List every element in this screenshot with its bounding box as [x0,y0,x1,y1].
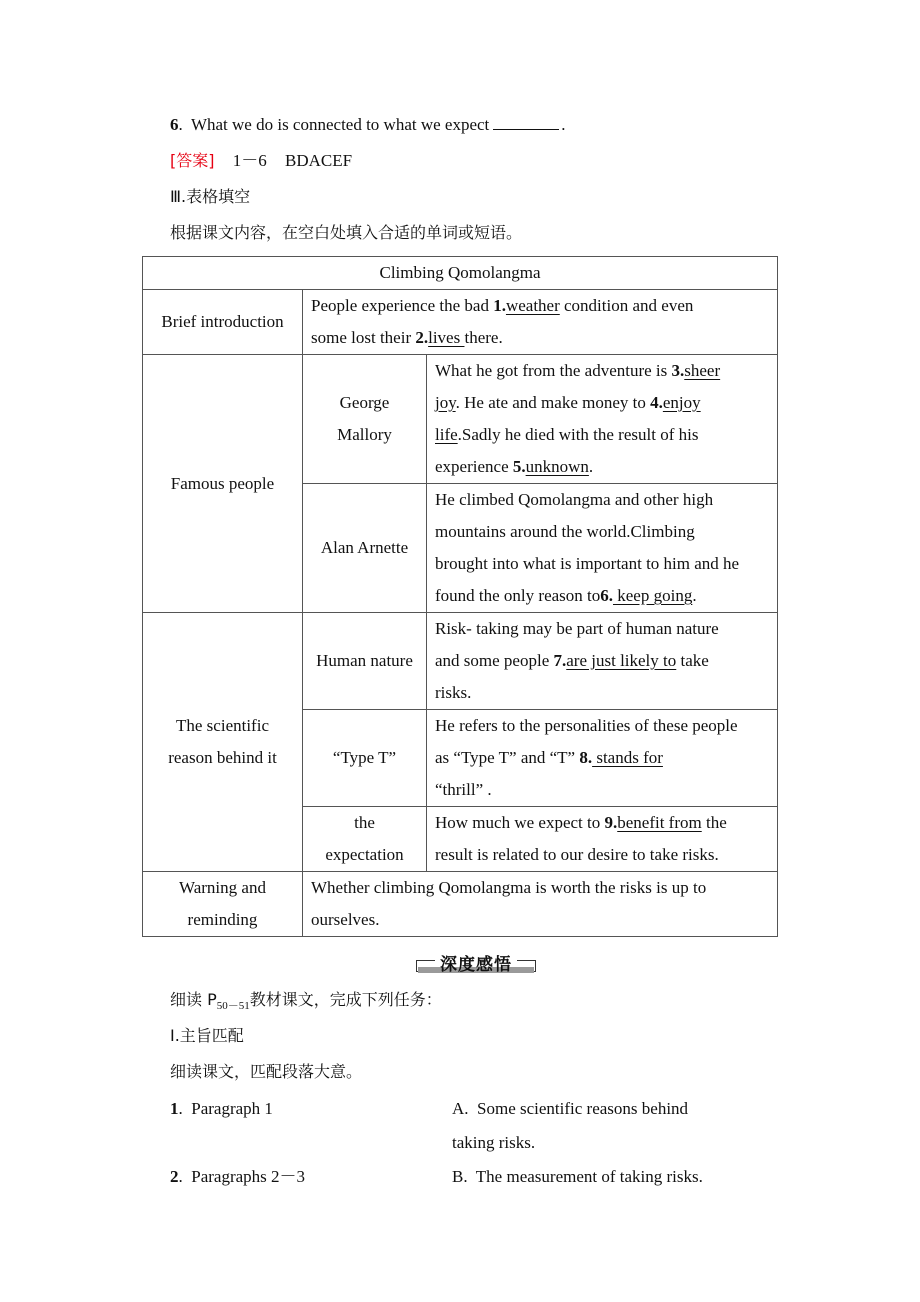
answer-9: benefit from [617,813,702,832]
table-row-mallory [143,355,778,484]
match-right-b: B. The measurement of taking risks. [452,1167,703,1186]
question-number: 6 [170,115,179,134]
table-row-human-nature [143,613,778,710]
answer-tag: [答案] [170,151,215,170]
factor-type-t: “Type T” [303,710,427,807]
factor-human-nature: Human nature [303,613,427,710]
human-nature-content: Risk- taking may be part of human nature and some people 7.are just likely to take risks. [427,613,778,710]
section-1-heading: Ⅰ.主旨匹配 [170,1026,244,1045]
brief-content: People experience the bad 1.weather condition and even some lost their 2.lives there. [303,290,778,355]
person-mallory: George Mallory [303,355,427,484]
expectation-content: How much we expect to 9.benefit from the result is related to our desire to take risks. [427,807,778,872]
type-t-content: He refers to the personalities of these people as “Type T” and “T” 8. stands for “thrill” . [427,710,778,807]
row-label-famous: Famous people [143,355,303,613]
answer-blank[interactable] [493,115,559,130]
answer-value: BDACEF [285,151,353,170]
answer-6: keep going [613,586,693,605]
factor-expectation: the expectation [303,807,427,872]
match-left-1: 1. Paragraph 1 [170,1099,273,1118]
answer-4: enjoy [662,393,701,412]
answer-1: weather [505,296,560,315]
section-3-heading: Ⅲ.表格填空 [170,187,251,206]
answer-2: lives [428,328,465,347]
row-label-brief: Brief introduction [143,290,303,355]
table-title: Climbing Qomolangma [143,257,778,290]
warning-content: Whether climbing Qomolangma is worth the risks is up to ourselves. [303,872,778,937]
answer-8: stands for [592,748,663,767]
answer-3: sheer [684,361,721,380]
question-6: 6. What we do is connected to what we expect . [170,115,566,134]
badge-label: 深度感悟 [440,955,512,975]
table-row-brief [143,290,778,355]
match-left-2: 2. Paragraphs 2－3 [170,1167,306,1186]
match-right-a-cont: taking risks. [452,1133,536,1152]
person-arnette: Alan Arnette [303,484,427,613]
row-label-science: The scientific reason behind it [143,613,303,872]
section-badge [410,948,542,978]
answer-7: are just likely to [566,651,677,670]
match-right-a: A. Some scientific reasons behind [452,1099,689,1118]
answer-5: unknown [525,457,589,476]
table-row-warning [143,872,778,937]
climbing-table [142,256,778,937]
question-text: What we do is connected to what we expect [190,115,490,134]
reading-instruction: 细读 $P_{50-51}$教材课文，完成下列任务： [170,990,442,1012]
row-label-warning: Warning and reminding [143,872,303,937]
table-title-row [143,257,778,290]
arnette-content: He climbed Qomolangma and other high mountains around the world.Climbing brought into what is important to him and he found the only reason to6. keep going. [427,484,778,613]
answer-line [170,150,352,172]
section-3-instruction: 根据课文内容，在空白处填入合适的单词或短语。 [170,223,523,242]
mallory-content: What he got from the adventure is 3.sheer joy. He ate and make money to 4.enjoy life.Sadly he died with the result of his experience 5.unknown. [427,355,778,484]
answer-range: 1－6 [232,151,267,170]
section-1-instruction: 细读课文，匹配段落大意。 [170,1062,363,1081]
